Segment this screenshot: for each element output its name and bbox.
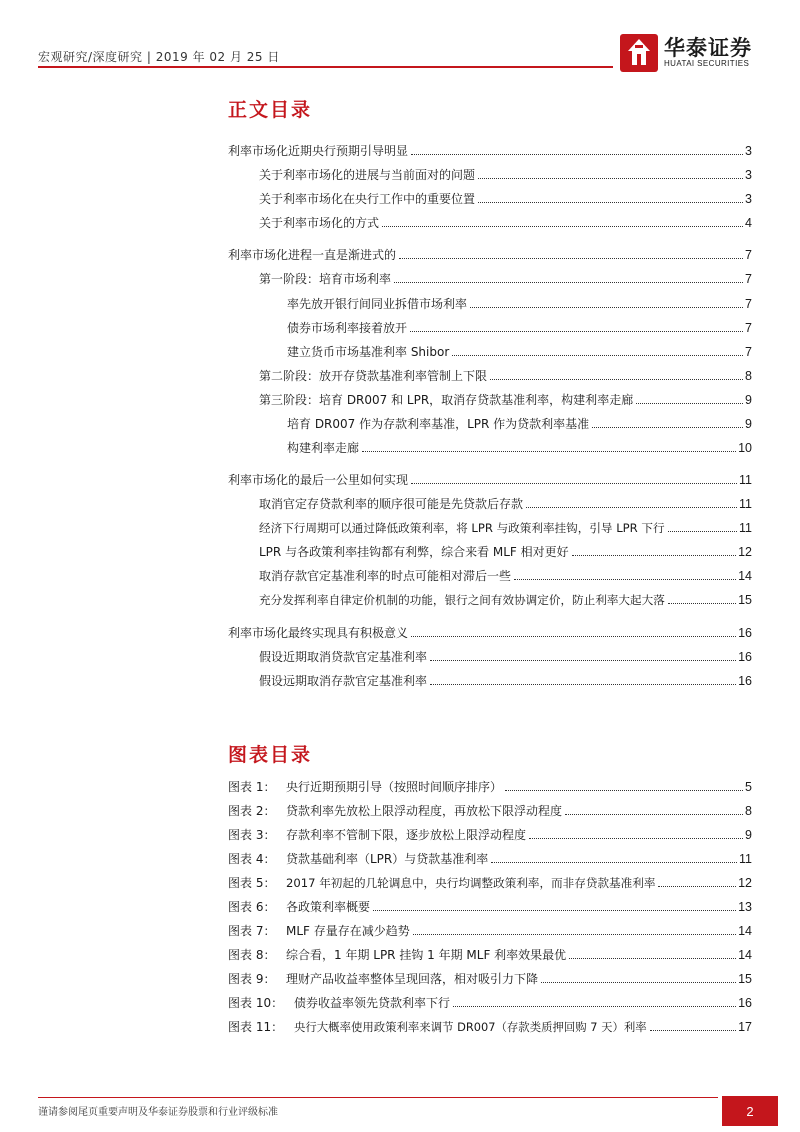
toc-entry[interactable]: 假设近期取消贷款官定基准利率 16	[259, 650, 752, 664]
header-divider	[38, 66, 613, 68]
figure-entry[interactable]: 图表 9： 理财产品收益率整体呈现回落，相对吸引力下降 15	[228, 972, 752, 986]
logo-english-name: HUATAI SECURITIES	[664, 59, 750, 68]
figure-entry[interactable]: 图表 11： 央行大概率使用政策利率来调节 DR007（存款类质押回购 7 天）利率 17	[228, 1020, 752, 1034]
page-number: 2	[722, 1096, 778, 1126]
toc-entry[interactable]: 关于利率市场化在央行工作中的重要位置 3	[259, 192, 752, 206]
logo-chinese-name: 华泰证券	[664, 36, 752, 60]
toc-entry[interactable]: 关于利率市场化的进展与当前面对的问题 3	[259, 168, 752, 182]
toc-title: 正文目录	[228, 99, 313, 121]
company-logo	[620, 32, 780, 78]
toc-entry[interactable]: 利率市场化进程一直是渐进式的 7	[228, 248, 752, 262]
footer-divider	[38, 1097, 718, 1098]
huatai-logo-icon	[620, 34, 658, 72]
toc-entry[interactable]: 取消官定存贷款利率的顺序很可能是先贷款后存款 11	[259, 497, 752, 511]
toc-entry[interactable]: 建立货币市场基准利率 Shibor 7	[287, 345, 752, 359]
toc-entry[interactable]: 第二阶段：放开存贷款基准利率管制上下限 8	[259, 369, 752, 383]
toc-entry[interactable]: 假设远期取消存款官定基准利率 16	[259, 674, 752, 688]
figure-entry[interactable]: 图表 7： MLF 存量存在减少趋势 14	[228, 924, 752, 938]
footer-disclaimer: 谨请参阅尾页重要声明及华泰证券股票和行业评级标准	[38, 1107, 278, 1118]
toc-entry[interactable]: 率先放开银行间同业拆借市场利率 7	[287, 297, 752, 311]
toc-entry[interactable]: 培育 DR007 作为存款利率基准，LPR 作为贷款利率基准 9	[287, 417, 752, 431]
figure-entry[interactable]: 图表 3： 存款利率不管制下限，逐步放松上限浮动程度 9	[228, 828, 752, 842]
figure-entry[interactable]: 图表 6： 各政策利率概要 13	[228, 900, 752, 914]
toc-entry[interactable]: 利率市场化近期央行预期引导明显 3	[228, 144, 752, 158]
toc-entry[interactable]: 构建利率走廊 10	[287, 441, 752, 455]
figure-entry[interactable]: 图表 8： 综合看，1 年期 LPR 挂钩 1 年期 MLF 利率效果最优 14	[228, 948, 752, 962]
figure-entry[interactable]: 图表 2： 贷款利率先放松上限浮动程度，再放松下限浮动程度 8	[228, 804, 752, 818]
toc-entry[interactable]: 债券市场利率接着放开 7	[287, 321, 752, 335]
figure-entry[interactable]: 图表 5： 2017 年初起的几轮调息中，央行均调整政策利率，而非存贷款基准利率 12	[228, 876, 752, 890]
toc-entry[interactable]: 关于利率市场化的方式 4	[259, 216, 752, 230]
toc-entry[interactable]: 第三阶段：培育 DR007 和 LPR，取消存贷款基准利率，构建利率走廊 9	[259, 393, 752, 407]
toc-entry[interactable]: 取消存款官定基准利率的时点可能相对滞后一些 14	[259, 569, 752, 583]
toc-entry[interactable]: 经济下行周期可以通过降低政策利率，将 LPR 与政策利率挂钩，引导 LPR 下行 11	[259, 521, 752, 535]
figure-entry[interactable]: 图表 1： 央行近期预期引导（按照时间顺序排序） 5	[228, 780, 752, 794]
figure-entry[interactable]: 图表 4： 贷款基础利率（LPR）与贷款基准利率 11	[228, 852, 752, 866]
figures-title: 图表目录	[228, 744, 313, 766]
toc-entry[interactable]: 第一阶段：培育市场利率 7	[259, 272, 752, 286]
breadcrumb: 宏观研究/深度研究 | 2019 年 02 月 25 日	[38, 50, 280, 64]
page-header	[0, 0, 800, 80]
figure-entry[interactable]: 图表 10： 债券收益率领先贷款利率下行 16	[228, 996, 752, 1010]
toc-entry[interactable]: 利率市场化最终实现具有积极意义 16	[228, 626, 752, 640]
toc-entry[interactable]: LPR 与各政策利率挂钩都有利弊，综合来看 MLF 相对更好 12	[259, 545, 752, 559]
toc-entry[interactable]: 充分发挥利率自律定价机制的功能，银行之间有效协调定价，防止利率大起大落 15	[259, 593, 752, 607]
toc-entry[interactable]: 利率市场化的最后一公里如何实现 11	[228, 473, 752, 487]
